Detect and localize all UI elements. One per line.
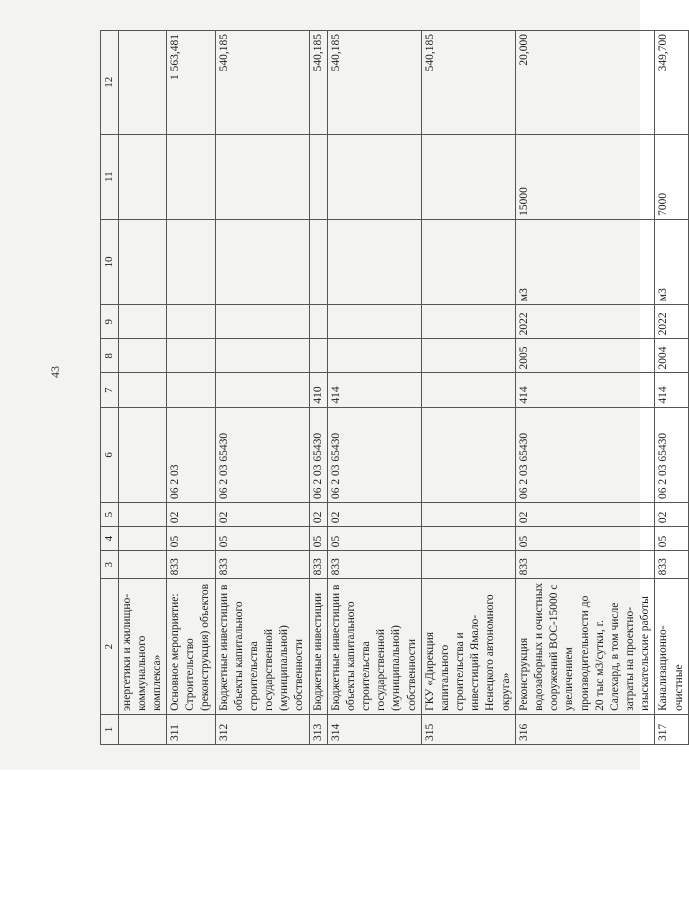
col-header: 5 [101,503,119,527]
cell: 05 [515,527,655,551]
cell [118,31,167,135]
cell: 06 2 03 65430 [327,407,421,502]
cell [421,134,515,219]
cell [118,134,167,219]
col-header: 12 [101,31,119,135]
cell: 02 [655,503,688,527]
cell: 05 [327,527,421,551]
cell: 540,185 [309,31,327,135]
cell: 313 [309,714,327,744]
cell [421,551,515,579]
budget-table [100,30,689,745]
cell: 1 563,481 [167,31,216,135]
col-header: 1 [101,714,119,744]
cell [118,714,167,744]
col-header: 9 [101,305,119,339]
cell: 15000 [515,134,655,219]
table-row [215,31,309,745]
cell: 414 [655,373,688,407]
cell [421,373,515,407]
col-header: 4 [101,527,119,551]
table-row [421,31,515,745]
cell: 414 [327,373,421,407]
cell: 06 2 03 [167,407,216,502]
cell: 02 [515,503,655,527]
cell [215,373,309,407]
table-row [118,31,167,745]
cell: Бюджетные инвестиции [309,579,327,715]
col-header: 11 [101,134,119,219]
cell: Реконструкция водозаборных и очистных сооружений ВОС-15000 с увеличением производительности до 20 тыс м3/сутки, г. Салехард, в том числе затраты на проектно-изыскательские работы [515,579,655,715]
table-row [515,31,655,745]
cell: 349,700 [655,31,688,135]
cell [421,219,515,304]
cell: Бюджетные инвестиции в объекты капитального строительства государственной (муниципальной) собственности [215,579,309,715]
col-header: 3 [101,551,119,579]
cell [118,373,167,407]
cell: 540,185 [215,31,309,135]
cell: 540,185 [327,31,421,135]
cell [421,527,515,551]
col-header: 2 [101,579,119,715]
cell [167,219,216,304]
cell [327,134,421,219]
col-header: 7 [101,373,119,407]
cell: 833 [655,551,688,579]
cell: 314 [327,714,421,744]
cell: 05 [215,527,309,551]
cell [118,305,167,339]
cell: м3 [515,219,655,304]
cell: м3 [655,219,688,304]
cell: 02 [309,503,327,527]
cell: 833 [215,551,309,579]
rotated-table-container [100,30,685,745]
cell [215,305,309,339]
cell: 414 [515,373,655,407]
cell: 06 2 03 65430 [655,407,688,502]
cell: 2005 [515,339,655,373]
cell [327,219,421,304]
cell [309,219,327,304]
cell [309,339,327,373]
cell: 833 [327,551,421,579]
cell [215,219,309,304]
cell [421,407,515,502]
cell: 833 [167,551,216,579]
cell: 06 2 03 65430 [515,407,655,502]
cell [118,551,167,579]
cell [167,305,216,339]
cell: 311 [167,714,216,744]
cell: 7000 [655,134,688,219]
header-row [101,31,119,745]
cell: 05 [655,527,688,551]
cell [421,339,515,373]
cell [421,305,515,339]
cell: 06 2 03 65430 [309,407,327,502]
cell: Основное мероприятие: Строительство (реконструкция) объектов [167,579,216,715]
table-row [655,31,688,745]
cell [118,219,167,304]
col-header: 6 [101,407,119,502]
cell: 317 [655,714,688,744]
cell: 410 [309,373,327,407]
cell [118,339,167,373]
cell: 312 [215,714,309,744]
cell: 06 2 03 65430 [215,407,309,502]
cell: 833 [309,551,327,579]
cell [327,305,421,339]
col-header: 10 [101,219,119,304]
cell: 316 [515,714,655,744]
cell [327,339,421,373]
cell [167,339,216,373]
cell: 315 [421,714,515,744]
table-row [327,31,421,745]
cell: 20,000 [515,31,655,135]
cell: 02 [327,503,421,527]
cell [309,134,327,219]
table-row [309,31,327,745]
table-row [167,31,216,745]
cell [167,134,216,219]
cell: энергетики и жилищно-коммунального комплекса» [118,579,167,715]
cell: Бюджетные инвестиции в объекты капитального строительства государственной (муниципальной) собственности [327,579,421,715]
cell: 540,185 [421,31,515,135]
cell [309,305,327,339]
cell [118,407,167,502]
cell [215,134,309,219]
cell: 02 [167,503,216,527]
cell: 2004 [655,339,688,373]
cell [118,527,167,551]
cell: 05 [309,527,327,551]
page-margin [0,770,640,905]
cell [167,373,216,407]
cell: 2022 [515,305,655,339]
cell [118,503,167,527]
cell: 2022 [655,305,688,339]
col-header: 8 [101,339,119,373]
cell: ГКУ «Дирекция капитального строительства и инвестиций Ямало-Ненецкого автономного округа» [421,579,515,715]
cell: 833 [515,551,655,579]
cell: 02 [215,503,309,527]
cell: Канализационно-очистные [655,579,688,715]
cell [215,339,309,373]
cell [421,503,515,527]
page-number: 43 [48,366,62,378]
cell: 05 [167,527,216,551]
